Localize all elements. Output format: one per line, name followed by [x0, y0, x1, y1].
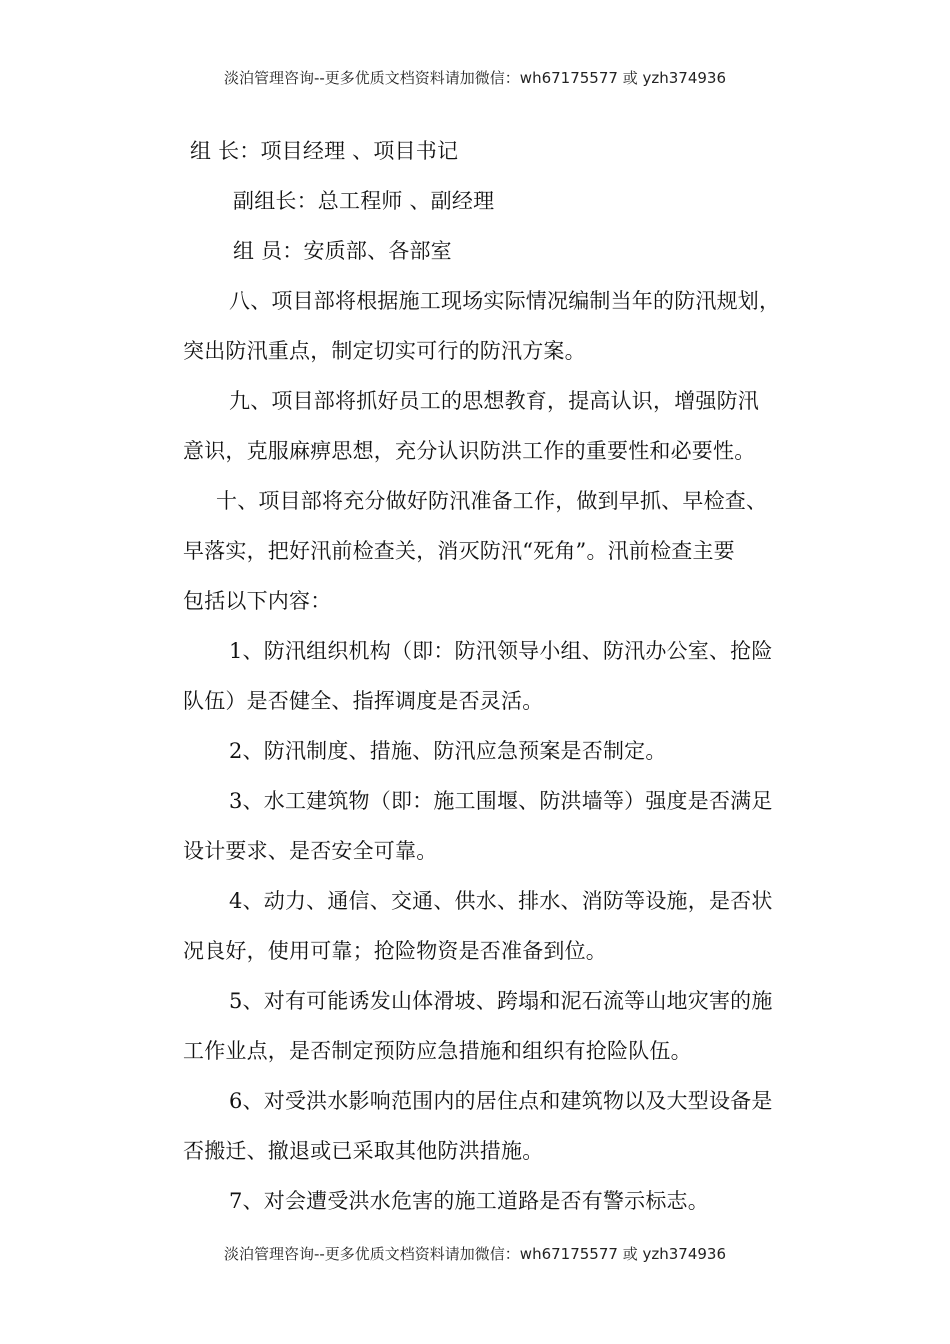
body-line: 队伍）是否健全、指挥调度是否灵活。	[183, 689, 544, 713]
body-line: 早落实，把好汛前检查关，消灭防汛“死角”。汛前检查主要	[183, 539, 735, 563]
body-line: 4、动力、通信、交通、供水、排水、消防等设施，是否状	[229, 889, 773, 913]
body-line: 设计要求、是否安全可靠。	[183, 839, 438, 863]
body-line: 3、水工建筑物（即：施工围堰、防洪墙等）强度是否满足	[229, 789, 773, 813]
body-line: 工作业点，是否制定预防应急措施和组织有抢险队伍。	[183, 1039, 692, 1063]
body-line: 否搬迁、撤退或已采取其他防洪措施。	[183, 1139, 544, 1163]
body-line: 九、项目部将抓好员工的思想教育，提高认识，增强防汛	[229, 389, 759, 413]
body-line: 突出防汛重点，制定切实可行的防汛方案。	[183, 339, 586, 363]
body-line: 1、防汛组织机构（即：防汛领导小组、防汛办公室、抢险	[229, 639, 773, 663]
body-line: 十、项目部将充分做好防汛准备工作，做到早抓、早检查、	[216, 489, 768, 513]
page-header: 淡泊管理咨询--更多优质文档资料请加微信：wh67175577 或 yzh374936	[223, 69, 726, 87]
body-line: 意识，克服麻痹思想，充分认识防洪工作的重要性和必要性。	[183, 439, 756, 463]
body-line: 况良好，使用可靠；抢险物资是否准备到位。	[183, 939, 607, 963]
body-line-members: 组 员：安质部、各部室	[233, 239, 452, 263]
body-line: 7、对会遭受洪水危害的施工道路是否有警示标志。	[229, 1189, 709, 1213]
page-footer: 淡泊管理咨询--更多优质文档资料请加微信：wh67175577 或 yzh374936	[223, 1245, 726, 1263]
body-line-deputy-leader: 副组长：总工程师 、副经理	[233, 189, 495, 213]
body-line: 6、对受洪水影响范围内的居住点和建筑物以及大型设备是	[229, 1089, 773, 1113]
body-line-group-leader: 组 长：项目经理 、项目书记	[190, 139, 459, 163]
body-line: 包括以下内容：	[183, 589, 332, 613]
body-line: 八、项目部将根据施工现场实际情况编制当年的防汛规划，	[229, 289, 781, 313]
body-line: 5、对有可能诱发山体滑坡、跨塌和泥石流等山地灾害的施	[229, 989, 773, 1013]
body-line: 2、防汛制度、措施、防汛应急预案是否制定。	[229, 739, 667, 763]
